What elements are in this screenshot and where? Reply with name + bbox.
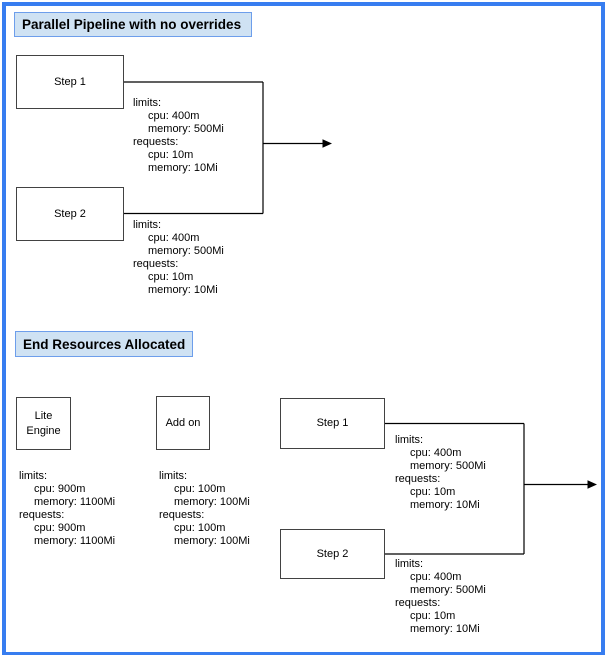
lite-engine-node <box>16 397 71 450</box>
resource-line: memory: 500Mi <box>148 123 224 135</box>
section2-title-label: End Resources Allocated <box>23 336 186 352</box>
resource-line: memory: 500Mi <box>148 245 224 257</box>
section1-title <box>14 12 252 37</box>
resource-line: memory: 100Mi <box>174 535 250 547</box>
resource-line: limits: <box>19 470 48 482</box>
resource-line: memory: 500Mi <box>410 460 486 472</box>
add-on-resources <box>159 470 250 548</box>
step2-resources <box>133 219 224 297</box>
step1-label: Step 1 <box>316 417 349 429</box>
resource-line: requests: <box>395 597 441 609</box>
lite-engine-label-line1: Lite <box>34 409 53 422</box>
step1-resources-section2 <box>395 434 486 512</box>
add-on-node <box>156 396 210 450</box>
add-on-label: Add on <box>165 416 201 429</box>
resource-line: requests: <box>19 509 65 521</box>
resource-line: requests: <box>159 509 205 521</box>
step2-node-section2 <box>280 529 385 579</box>
resource-line: cpu: 400m <box>148 110 200 122</box>
resource-line: cpu: 10m <box>410 610 456 622</box>
resource-line: memory: 1100Mi <box>34 535 116 547</box>
resource-line: cpu: 10m <box>148 149 194 161</box>
step2-label: Step 2 <box>316 547 349 560</box>
step2-label: Step 2 <box>54 207 86 220</box>
resource-line: memory: 1100Mi <box>34 496 116 508</box>
resource-line: limits: <box>395 434 424 446</box>
resource-line: cpu: 900m <box>34 483 86 495</box>
step2-resources-section2 <box>395 558 486 636</box>
resource-line: memory: 100Mi <box>174 496 250 508</box>
resource-line: cpu: 100m <box>174 483 226 495</box>
step2-node <box>16 187 124 241</box>
resource-line: memory: 10Mi <box>410 499 480 511</box>
resource-line: memory: 10Mi <box>148 284 218 296</box>
section1-title-label: Parallel Pipeline with no overrides <box>22 17 242 32</box>
resource-line: cpu: 400m <box>410 571 462 583</box>
resource-line: requests: <box>395 473 441 485</box>
resource-line: cpu: 900m <box>34 522 86 534</box>
resource-line: limits: <box>159 470 188 482</box>
resource-line: requests: <box>133 136 179 148</box>
lite-engine-resources <box>19 470 115 548</box>
step1-resources <box>133 97 224 175</box>
resource-line: cpu: 10m <box>410 486 456 498</box>
step1-node <box>16 55 124 109</box>
resource-line: memory: 10Mi <box>148 162 218 174</box>
resource-line: cpu: 10m <box>148 271 194 283</box>
resource-line: limits: <box>133 219 162 231</box>
resource-line: cpu: 100m <box>174 522 226 534</box>
resource-line: cpu: 400m <box>148 232 200 244</box>
lite-engine-label-line2: Engine <box>26 424 61 437</box>
resource-line: memory: 500Mi <box>410 584 486 596</box>
resource-line: limits: <box>395 558 424 570</box>
resource-line: memory: 10Mi <box>410 623 480 635</box>
resource-line: requests: <box>133 258 179 270</box>
section2-title <box>15 331 193 357</box>
step1-node-section2 <box>280 398 385 449</box>
resource-line: limits: <box>133 97 162 109</box>
step1-label: Step 1 <box>54 75 86 88</box>
resource-line: cpu: 400m <box>410 447 462 459</box>
